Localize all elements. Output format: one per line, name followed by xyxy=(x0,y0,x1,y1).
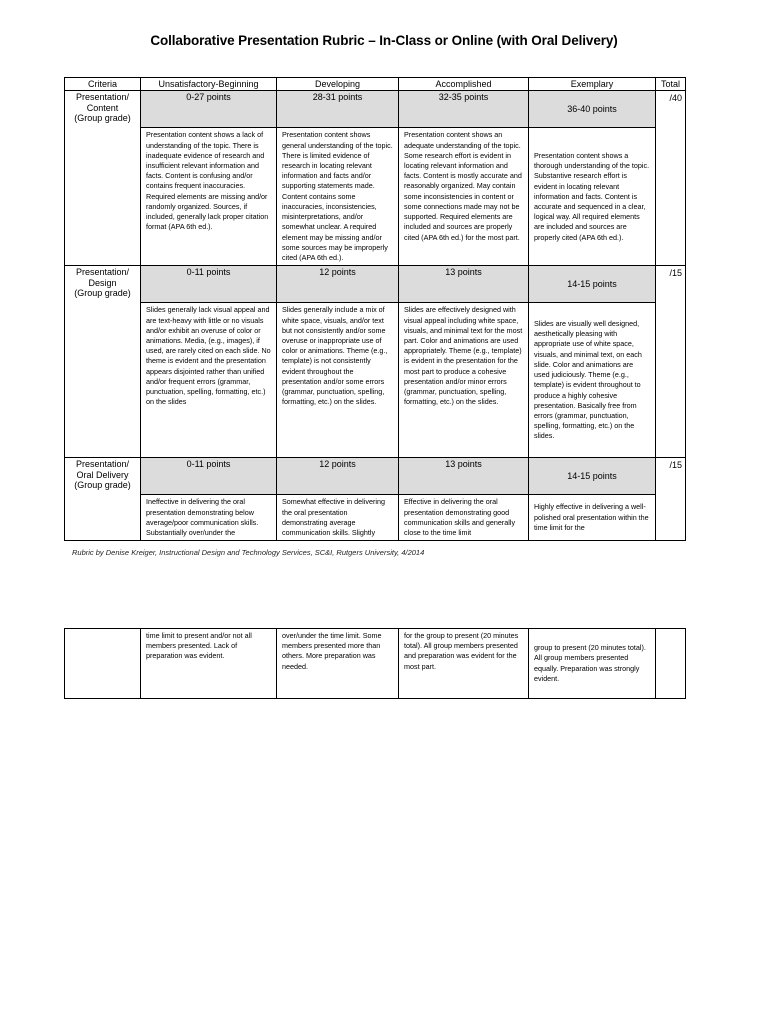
oral-description-row xyxy=(65,495,686,541)
header-unsatisfactory: Unsatisfactory-Beginning xyxy=(141,78,277,91)
criterion-label: Design xyxy=(88,277,117,288)
description-developing: Presentation content shows general understanding of the topic. There is limited evidence of research in locating relevant information and facts and/or supporting statements made. Content contains some inaccuracies, inconsistencies, misinterpretations, and/or somewhat unclear. A required element may be missing and/or some sources may be improperly cited (APA 6th ed.). xyxy=(277,128,399,266)
points-accomplished: 13 points xyxy=(399,266,529,303)
description-accomplished: Slides are effectively designed with visual appeal including white space, visuals, and minimal text for the most part. Color and animations are used appropriately. Theme (e.g., template) is evident in the presentation for the most part to produce a cohesive presentation and/or minor errors (grammar, punctuation, spelling, formatting, etc.) on the slides. xyxy=(399,303,529,458)
points-unsatisfactory: 0-11 points xyxy=(141,458,277,495)
total-content: /40 xyxy=(656,91,686,266)
points-exemplary: 36-40 points xyxy=(529,91,656,128)
rubric-credit: Rubric by Denise Kreiger, Instructional Design and Technology Services, SC&I, Rutgers University, 4/2014 xyxy=(72,548,425,557)
continuation-criteria-cell xyxy=(65,629,141,699)
description-exemplary: Presentation content shows a thorough understanding of the topic. Substantive research effort is evident in locating relevant information and facts. Content is accurate and sequenced in a clear, logical way. All required elements are included and sources are properly cited (APA 6th ed.). xyxy=(529,128,656,266)
description-unsatisfactory: Ineffective in delivering the oral presentation demonstrating below average/poor communication skills. Substantially over/under the xyxy=(141,495,277,541)
header-row xyxy=(65,78,686,91)
description-accomplished: Presentation content shows an adequate understanding of the topic. Some research effort is evident in locating relevant information and facts. Content is mostly accurate and reasonably organized. May contain some inconsistencies in content or some connections made may not be supported. Required elements are included and sources are properly cited (APA 6th ed.) for the most part. xyxy=(399,128,529,266)
rubric-table xyxy=(64,77,686,541)
oral-points-row xyxy=(65,458,686,495)
points-accomplished: 32-35 points xyxy=(399,91,529,128)
description-unsatisfactory: Presentation content shows a lack of understanding of the topic. There is inadequate evidence of research and insufficient relevant information and facts. Content is confusing and/or contains frequent inaccuracies. Required elements are missing and/or randomly organized. Sources, if included, generally lack proper citation format (APA 6th ed.). xyxy=(141,128,277,266)
criterion-label: Oral Delivery xyxy=(76,469,129,480)
points-unsatisfactory: 0-11 points xyxy=(141,266,277,303)
criterion-grade-type: (Group grade) xyxy=(74,288,131,299)
points-exemplary: 14-15 points xyxy=(529,458,656,495)
points-developing: 12 points xyxy=(277,266,399,303)
criterion-label: Content xyxy=(86,102,119,113)
continuation-exemplary: group to present (20 minutes total). All group members presented equally. Preparation was strongly evident. xyxy=(529,629,656,699)
description-exemplary: Slides are visually well designed, aesthetically pleasing with appropriate use of white space, visuals, and minimal text, on each slide. Color and animations are used judiciously. Theme (e.g., template) is evident throughout to produce a highly cohesive presentation. Basically free from errors (grammar, punctuation, spelling, formatting, etc.) on the slides. xyxy=(529,303,656,458)
criterion-grade-type: (Group grade) xyxy=(74,480,131,491)
content-description-row xyxy=(65,128,686,266)
criterion-label: Presentation/ xyxy=(75,459,130,470)
criterion-label: Presentation/ xyxy=(75,92,130,103)
header-exemplary: Exemplary xyxy=(529,78,656,91)
description-exemplary: Highly effective in delivering a well-polished oral presentation within the time limit for the xyxy=(529,495,656,541)
points-developing: 28-31 points xyxy=(277,91,399,128)
criterion-oral-delivery xyxy=(65,458,141,541)
criterion-grade-type: (Group grade) xyxy=(74,113,131,124)
total-oral-delivery: /15 xyxy=(656,458,686,541)
criterion-content xyxy=(65,91,141,266)
continuation-total-cell xyxy=(656,629,686,699)
description-accomplished: Effective in delivering the oral presentation demonstrating good communication skills and generally close to the time limit xyxy=(399,495,529,541)
points-accomplished: 13 points xyxy=(399,458,529,495)
rubric-table-continuation xyxy=(64,628,686,699)
design-points-row xyxy=(65,266,686,303)
criterion-design xyxy=(65,266,141,458)
document-title: Collaborative Presentation Rubric – In-Class or Online (with Oral Delivery) xyxy=(150,33,618,48)
points-exemplary: 14-15 points xyxy=(529,266,656,303)
header-criteria: Criteria xyxy=(65,78,141,91)
criterion-label: Presentation/ xyxy=(75,267,130,278)
total-design: /15 xyxy=(656,266,686,458)
description-developing: Slides generally include a mix of white space, visuals, and/or text but not consistently and/or some overuse or inappropriate use of color or animations. Theme (e.g., template) is not consistently evident throughout the presentation and/or some errors (grammar, punctuation, spelling, formatting, etc.) on the slides. xyxy=(277,303,399,458)
description-unsatisfactory: Slides generally lack visual appeal and are text-heavy with little or no visuals and/or exhibit an overuse of color or animations. Media, (e.g., images), if used, are rarely cited on each slide. No theme is evident and the presentation appears disjointed rather than unified and/or frequent errors (grammar, punctuation, spelling, formatting, etc.) on the slides xyxy=(141,303,277,458)
points-developing: 12 points xyxy=(277,458,399,495)
points-unsatisfactory: 0-27 points xyxy=(141,91,277,128)
header-developing: Developing xyxy=(277,78,399,91)
oral-continuation-row xyxy=(65,629,686,699)
header-total: Total xyxy=(656,78,686,91)
content-points-row xyxy=(65,91,686,128)
continuation-developing: over/under the time limit. Some members presented more than others. More preparation was needed. xyxy=(277,629,399,699)
header-accomplished: Accomplished xyxy=(399,78,529,91)
description-developing: Somewhat effective in delivering the oral presentation demonstrating average communication skills. Slightly xyxy=(277,495,399,541)
continuation-unsatisfactory: time limit to present and/or not all members presented. Lack of preparation was evident. xyxy=(141,629,277,699)
design-description-row xyxy=(65,303,686,458)
continuation-accomplished: for the group to present (20 minutes total). All group members presented and preparation was evident for the most part. xyxy=(399,629,529,699)
